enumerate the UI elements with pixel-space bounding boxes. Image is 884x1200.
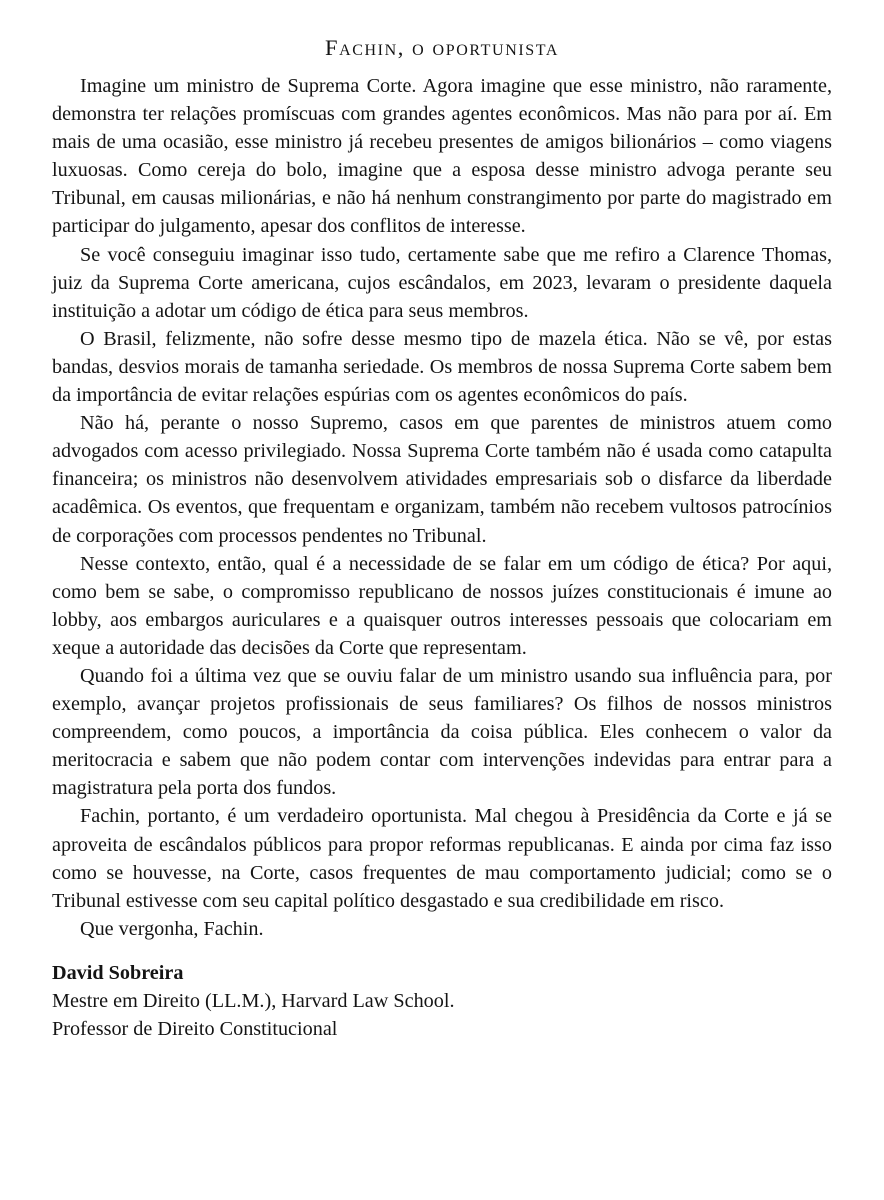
paragraph: Nesse contexto, então, qual é a necessidade de se falar em um código de ética? Por aqui, como bem se sabe, o compromisso republicano de nossos juízes constitucionais é imune ao lobby, aos embargos auriculares e a quaisquer outros interesses pessoais que colocariam em xeque a autoridade das decisões da Corte que representam.: [52, 552, 832, 659]
author-credential: Professor de Direito Constitucional: [52, 1018, 338, 1041]
paragraph: O Brasil, felizmente, não sofre desse mesmo tipo de mazela ética. Não se vê, por estas bandas, desvios morais de tamanha seriedade. Os membros de nossa Suprema Corte sabem bem da importância de evitar relações espúrias com os agentes econômicos do país.: [52, 327, 832, 407]
author-name: David Sobreira: [52, 961, 184, 984]
article-body: [52, 72, 832, 943]
paragraph: Que vergonha, Fachin.: [80, 917, 264, 940]
author-signature: [52, 959, 832, 1043]
paragraph: Quando foi a última vez que se ouviu falar de um ministro usando sua influência para, por exemplo, avançar projetos profissionais de seus familiares? Os filhos de nossos ministros compreendem, como poucos, a importância da coisa pública. Eles conhecem o valor da meritocracia e sabem que não podem contar com intervenções indevidas para entrar para a magistratura pela porta dos fundos.: [52, 664, 832, 800]
author-credential: Mestre em Direito (LL.M.), Harvard Law School.: [52, 990, 455, 1012]
article-title: Fachin, o oportunista: [324, 35, 560, 60]
article: [52, 0, 832, 1043]
paragraph: Se você conseguiu imaginar isso tudo, certamente sabe que me refiro a Clarence Thomas, juiz da Suprema Corte americana, cujos escândalos, em 2023, levaram o presidente daquela instituição a adotar um código de ética para seus membros.: [52, 243, 832, 322]
paragraph: Fachin, portanto, é um verdadeiro oportunista. Mal chegou à Presidência da Corte e já se aproveita de escândalos públicos para propor reformas republicanas. E ainda por cima faz isso como se houvesse, na Corte, casos frequentes de mau comportamento judicial; como se o Tribunal estivesse com seu capital político desgastado e sua credibilidade em risco.: [52, 805, 832, 912]
paragraph: Não há, perante o nosso Supremo, casos em que parentes de ministros atuem como advogados com acesso privilegiado. Nossa Suprema Corte também não é usada como catapulta financeira; os ministros não desenvolvem atividades empresariais sob o disfarce da liberdade acadêmica. Os eventos, que frequentam e organizam, também não recebem vultosos patrocínios de corporações com processos pendentes no Tribunal.: [52, 412, 832, 547]
paragraph: Imagine um ministro de Suprema Corte. Agora imagine que esse ministro, não raramente, demonstra ter relações promíscuas com grandes agentes econômicos. Mas não para por aí. Em mais de uma ocasião, esse ministro já recebeu presentes de amigos bilionários – como viagens luxuosas. Como cereja do bolo, imagine que a esposa desse ministro advoga perante seu Tribunal, em causas milionárias, e não há nenhum constrangimento por parte do magistrado em participar do julgamento, apesar dos conflitos de interesse.: [52, 75, 832, 238]
